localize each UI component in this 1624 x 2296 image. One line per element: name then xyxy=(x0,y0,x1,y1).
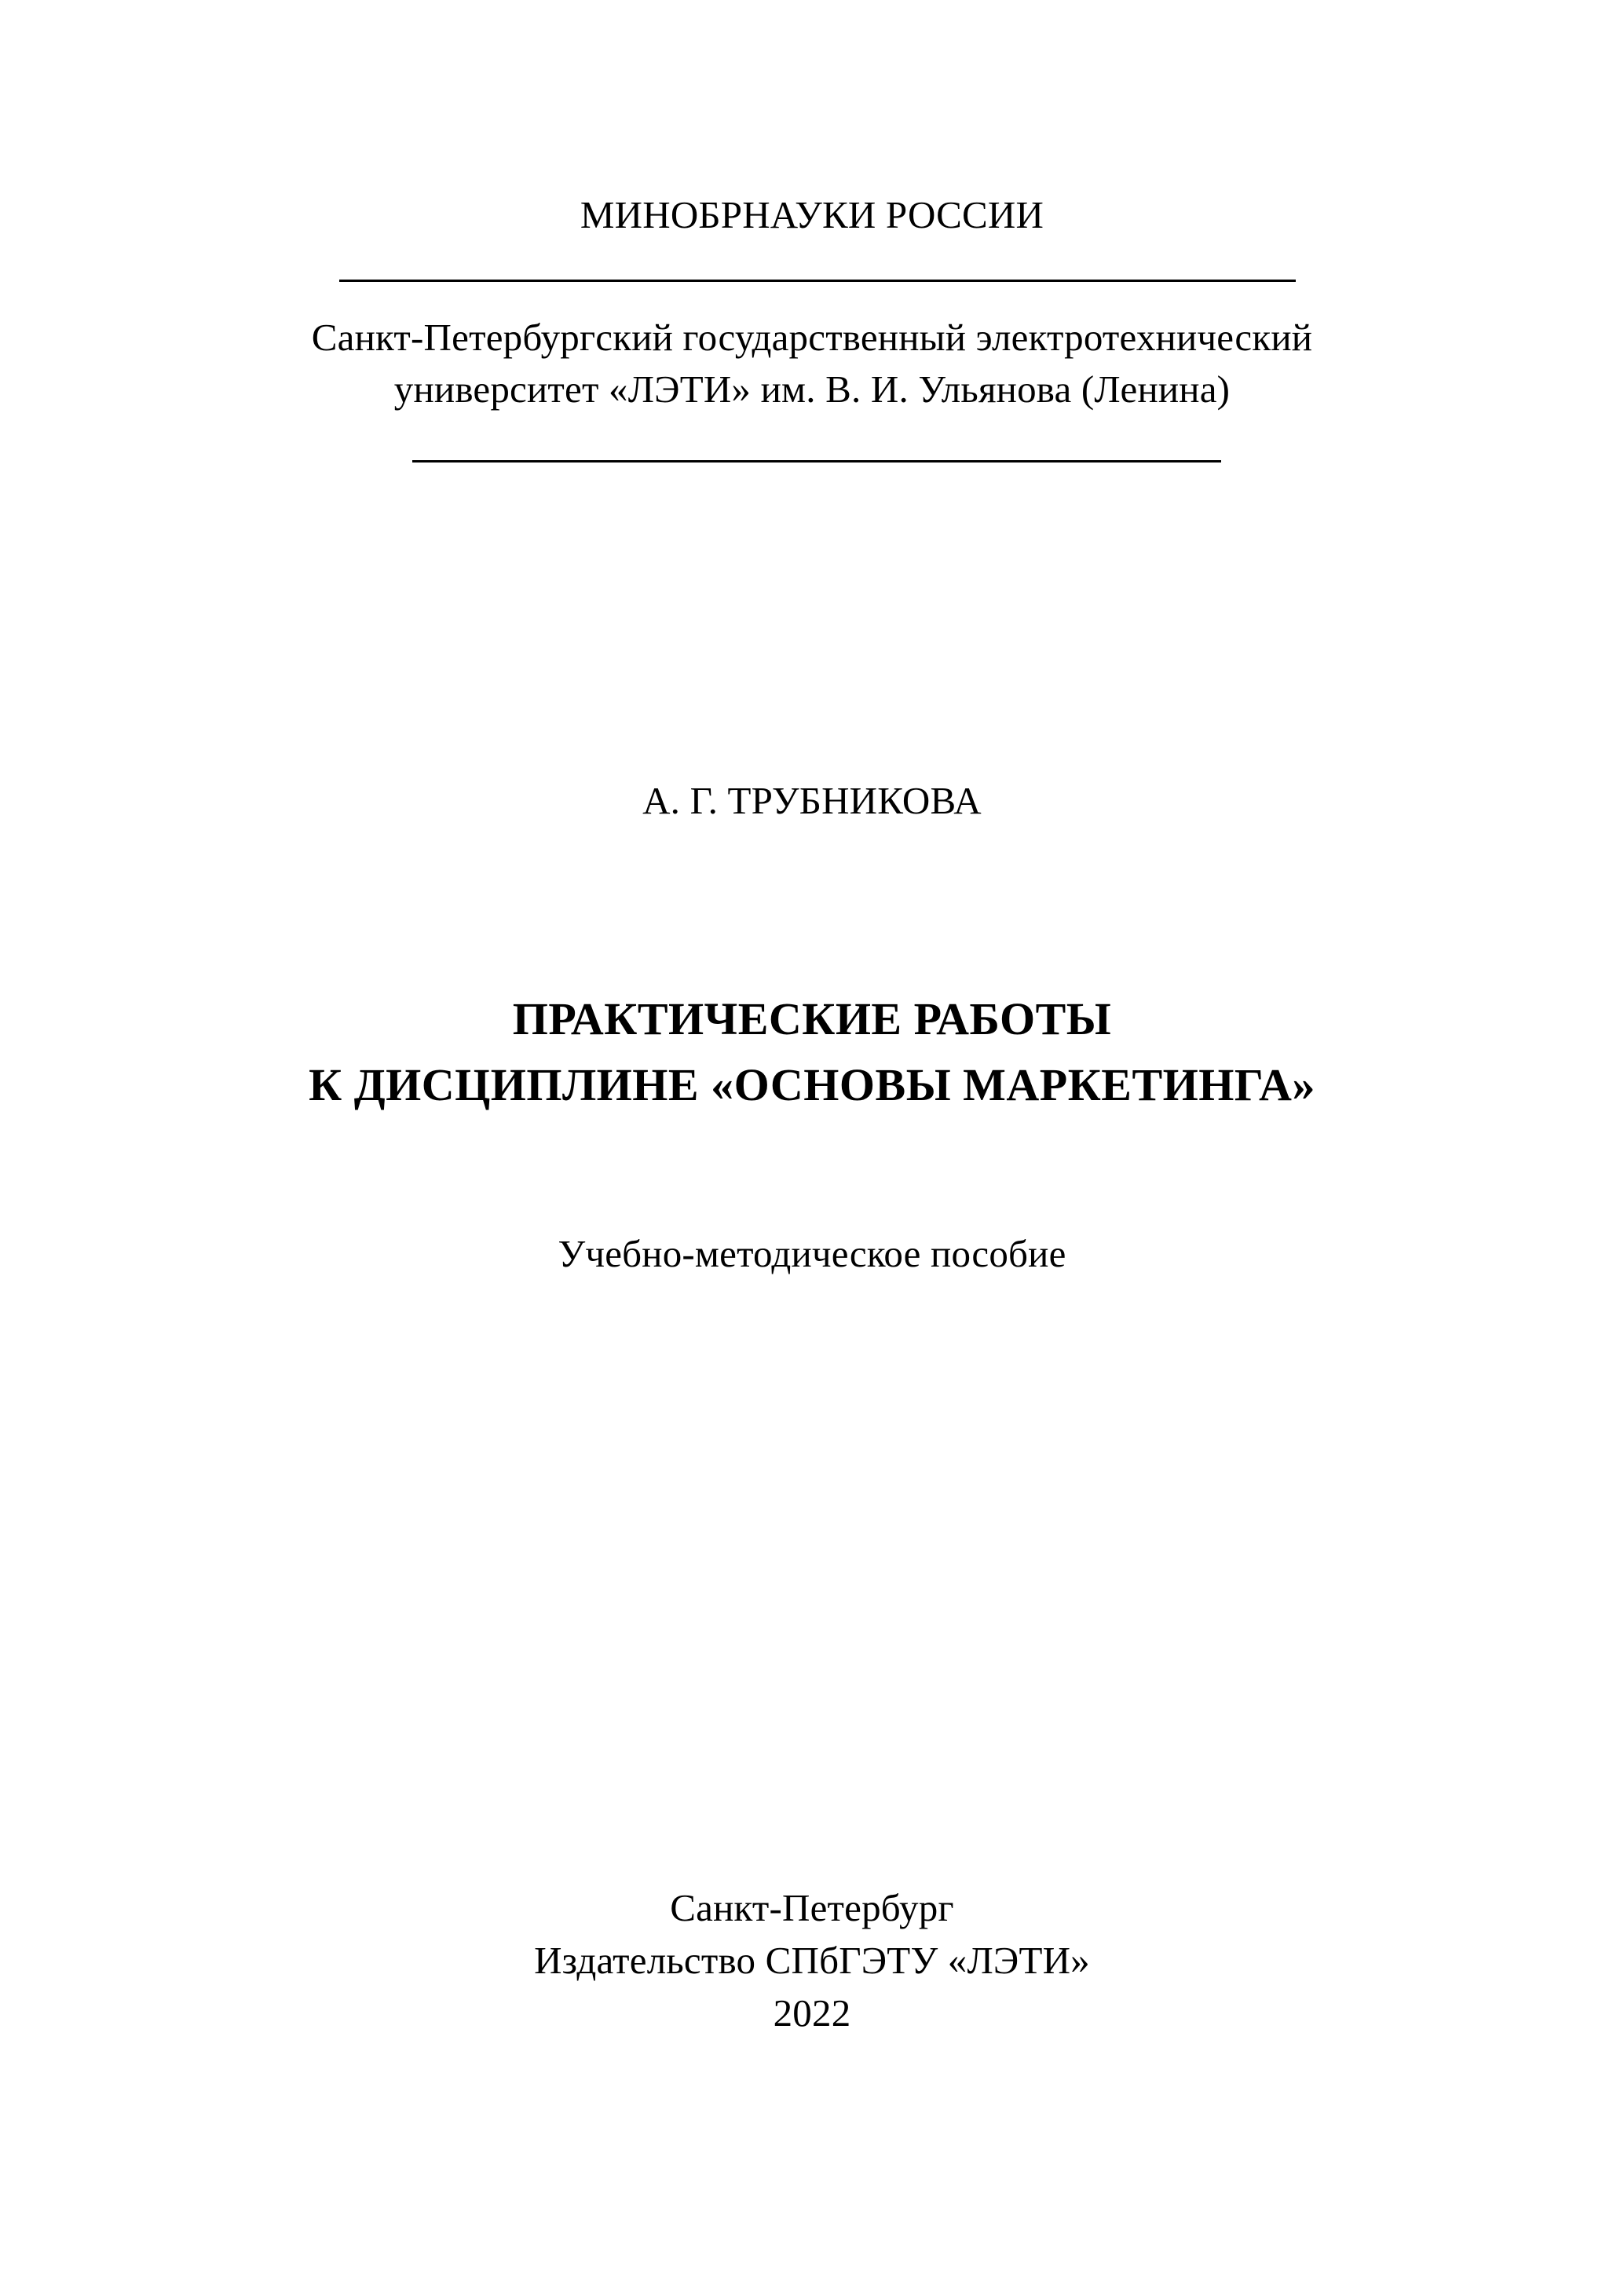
university-name-line-1: Санкт-Петербургский государственный электротехнический xyxy=(311,316,1313,359)
university-name-line-2: университет «ЛЭТИ» им. В. И. Ульянова (Ленина) xyxy=(393,367,1231,411)
document-type: Учебно-методическое пособие xyxy=(558,1232,1066,1275)
author-name: А. Г. ТРУБНИКОВА xyxy=(642,779,982,822)
ministry-name: МИНОБРНАУКИ РОССИИ xyxy=(580,193,1044,236)
document-title-line-1: ПРАКТИЧЕСКИЕ РАБОТЫ xyxy=(512,993,1112,1044)
imprint-year: 2022 xyxy=(773,1991,851,2035)
header-divider-bottom xyxy=(412,460,1221,462)
header-divider-top xyxy=(339,280,1296,282)
imprint-publisher: Издательство СПбГЭТУ «ЛЭТИ» xyxy=(534,1939,1090,1982)
document-title-line-2: К ДИСЦИПЛИНЕ «ОСНОВЫ МАРКЕТИНГА» xyxy=(309,1059,1315,1110)
imprint-city: Санкт-Петербург xyxy=(670,1886,954,1929)
